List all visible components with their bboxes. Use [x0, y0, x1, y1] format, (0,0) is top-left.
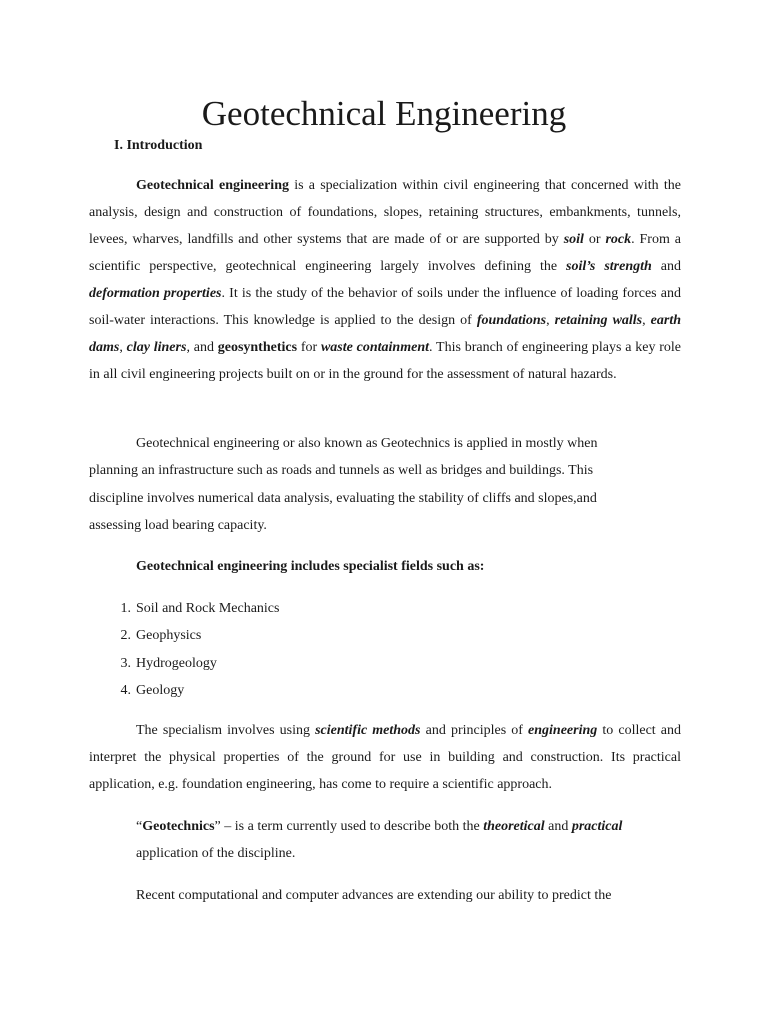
geotechnics-paragraph: Geotechnical engineering or also known as Geotechnics is applied in mostly when planning an infrastructure such as roads and tunnels as well as bridges and buildings. This discipline involves numerical data analysis, evaluating the stability of cliffs and slopes,and assessing load bearing capacity.	[89, 436, 598, 533]
fields-heading: Geotechnical engineering includes specialist fields such as:	[136, 559, 485, 574]
recent-paragraph: Recent computational and computer advances are extending our ability to predict the	[136, 888, 612, 903]
definition-paragraph: “Geotechnics” – is a term currently used to describe both the theoretical and practical application of the discipline.	[136, 819, 623, 861]
list-item: 4. Geology	[120, 682, 185, 698]
document-title: Geotechnical Engineering	[201, 94, 567, 133]
fields-list	[110, 595, 279, 704]
intro-paragraph: Geotechnical engineering is a specialization within civil engineering that concerned with the analysis, design and construction of foundations, slopes, retaining structures, embankments, tunnels, levees, wharves, landfills and other systems that are made of or are supported by soil or rock. From a scientific perspective, geotechnical engineering largely involves defining the soil’s strength and deformation properties. It is the study of the behavior of soils under the influence of loading forces and soil-water interactions. This knowledge is applied to the design of foundations, retaining walls, earth dams, clay liners, and geosynthetics for waste containment. This branch of engineering plays a key role in all civil engineering projects built on or in the ground for the assessment of natural hazards.	[89, 178, 682, 382]
list-item: 2. Geophysics	[120, 628, 202, 644]
section-heading: I. Introduction	[114, 138, 203, 153]
specialism-paragraph: The specialism involves using scientific methods and principles of engineering to collect and interpret the physical properties of the ground for use in building and construction. Its practical application, e.g. foundation engineering, has come to require a scientific approach.	[89, 723, 681, 792]
list-item: 3. Hydrogeology	[120, 655, 217, 671]
list-item: 1. Soil and Rock Mechanics	[120, 601, 280, 616]
